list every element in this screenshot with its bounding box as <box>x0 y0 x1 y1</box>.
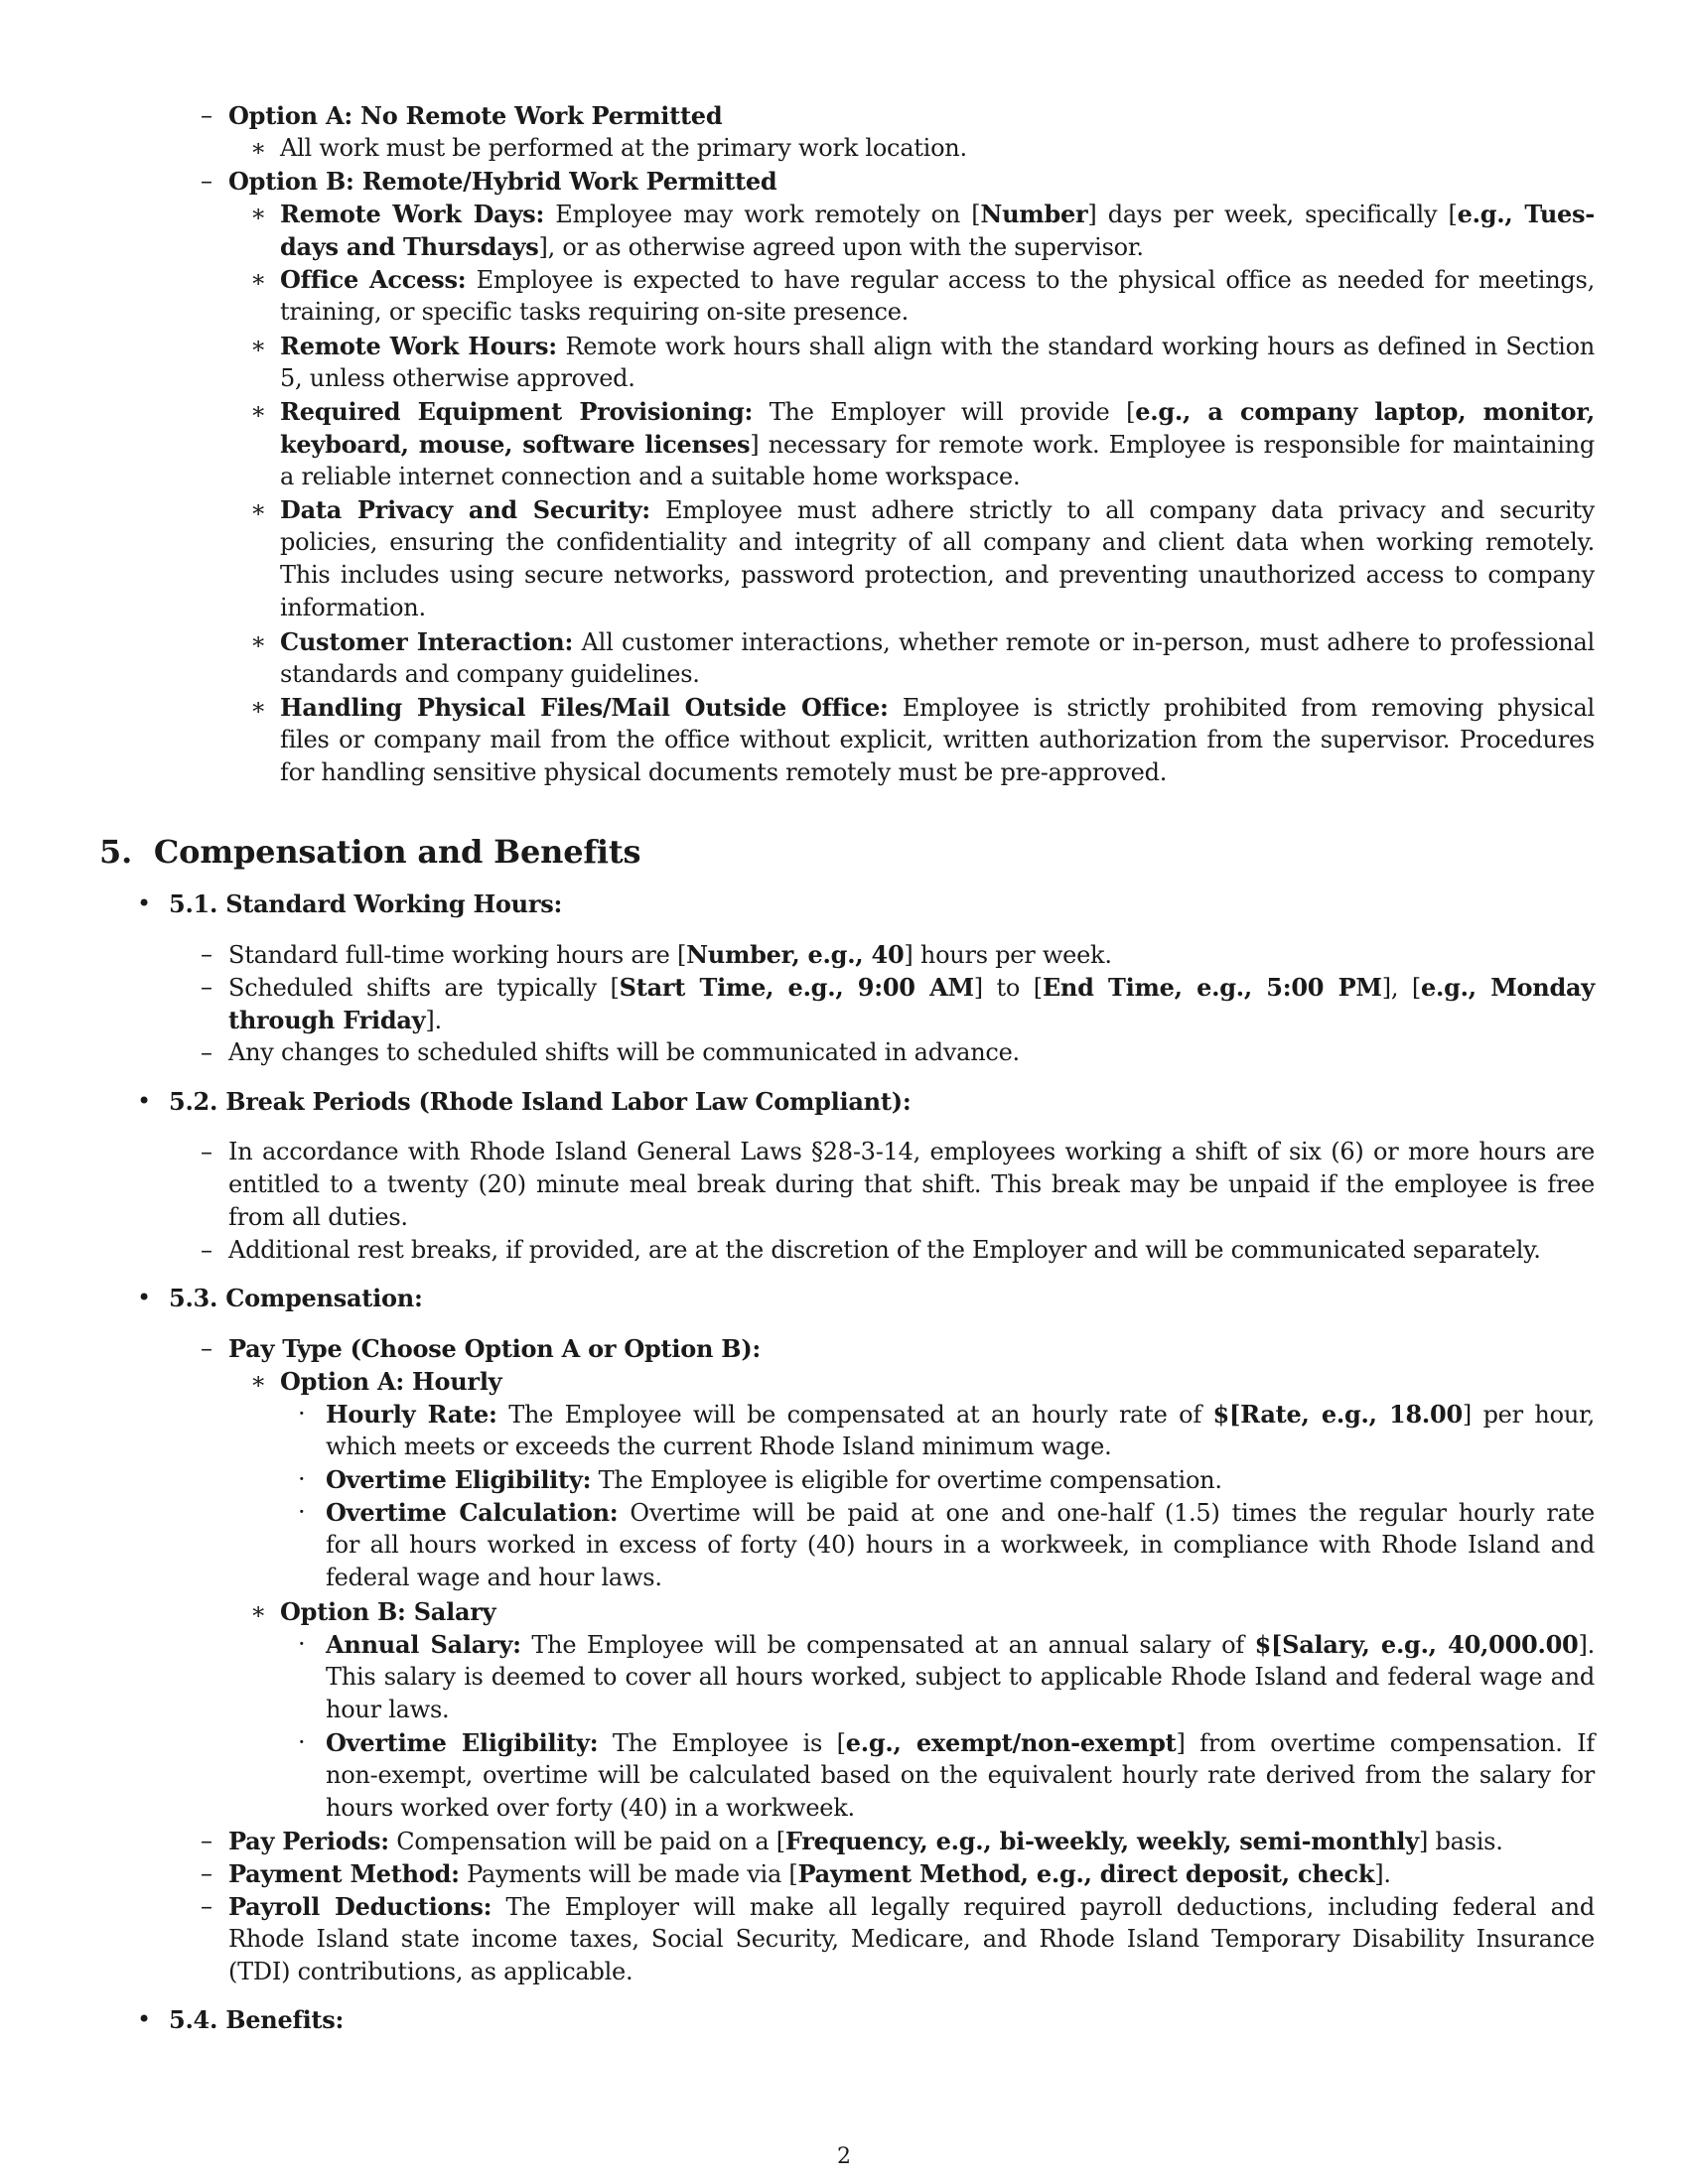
dash-marker: – <box>201 1827 212 1854</box>
bullet-marker: • <box>137 2005 152 2033</box>
files-item <box>280 691 1595 725</box>
payment-method-text: Payments will be made via [ <box>459 1860 798 1888</box>
overtime-calculation-cont: for all hours worked in excess of forty (40) hours in a workweek, in compliance with Rhode Island and <box>326 1531 1595 1559</box>
dash-marker: – <box>201 1138 212 1165</box>
star-marker: ∗ <box>250 134 267 162</box>
dot-marker: · <box>298 1630 306 1658</box>
shifts-placeholder: through Friday <box>228 1006 426 1034</box>
annual-salary-text: The Employee will be compensated at an annual salary of <box>520 1631 1255 1659</box>
option-a-text: All work must be performed at the primary work location. <box>280 134 967 162</box>
payroll-deductions-item <box>228 1890 1595 1924</box>
pay-periods-text: ] basis. <box>1419 1828 1503 1855</box>
equipment-text: ] necessary for remote work. Employee is responsible for maintaining <box>750 431 1596 459</box>
equipment-placeholder: e.g., a company laptop, monitor, <box>1135 397 1595 426</box>
customer-label: Customer Interaction: <box>280 627 574 656</box>
star-marker: ∗ <box>250 495 267 523</box>
meal-break-cont: from all duties. <box>228 1203 408 1231</box>
customer-text: All customer interactions, whether remote or in-person, must adhere to professional <box>573 628 1595 656</box>
option-a-title: Option A: No Remote Work Permitted <box>228 101 723 130</box>
option-b-salary-title: Option B: Salary <box>280 1597 496 1626</box>
shifts-text: ]. <box>425 1007 442 1034</box>
equipment-placeholder: keyboard, mouse, software licenses <box>280 430 751 459</box>
annual-salary-cont: This salary is deemed to cover all hours worked, subject to applicable Rhode Island and federal wage and <box>326 1663 1595 1691</box>
salary-overtime-text: The Employee is [ <box>598 1729 846 1757</box>
remote-days-item <box>280 198 1595 231</box>
privacy-text: Employee must adhere strictly to all company data privacy and security <box>649 496 1595 524</box>
dot-marker: · <box>298 1728 306 1756</box>
dot-marker: · <box>298 1400 306 1428</box>
section-number: 5. <box>99 833 133 871</box>
files-text: Employee is strictly prohibited from removing physical <box>888 694 1595 722</box>
star-marker: ∗ <box>250 265 267 293</box>
payroll-deductions-cont: Rhode Island state income taxes, Social Security, Medicare, and Rhode Island Temporary Disability Insurance <box>228 1925 1595 1953</box>
payment-method-placeholder: Payment Method, e.g., direct deposit, check <box>797 1859 1375 1888</box>
overtime-eligibility-item <box>326 1463 1222 1497</box>
star-marker: ∗ <box>250 200 267 227</box>
dash-marker: – <box>201 1236 212 1264</box>
remote-days-text: ] days per week, specifically [ <box>1087 201 1458 228</box>
remote-hours-cont: 5, unless otherwise approved. <box>280 364 635 392</box>
shifts-cont <box>228 1004 442 1037</box>
equipment-cont <box>280 428 1595 462</box>
hourly-rate-item <box>326 1398 1595 1432</box>
hours-text: ] hours per week. <box>904 941 1112 969</box>
privacy-cont: policies, ensuring the confidentiality and integrity of all company and client data when working remotely. <box>280 528 1595 556</box>
hours-line-1 <box>228 938 1112 972</box>
privacy-cont: information. <box>280 594 426 621</box>
shifts-placeholder: Start Time, e.g., 9:00 AM <box>619 973 974 1002</box>
star-marker: ∗ <box>250 693 267 721</box>
shifts-text: Scheduled shifts are typically [ <box>228 974 620 1002</box>
pay-periods-placeholder: Frequency, e.g., bi-weekly, weekly, semi-monthly <box>784 1827 1419 1855</box>
equipment-label: Required Equipment Provisioning: <box>280 397 754 426</box>
office-access-label: Office Access: <box>280 265 467 294</box>
meal-break-line: In accordance with Rhode Island General Laws §28-3-14, employees working a shift of six (6) or more hours are <box>228 1138 1595 1165</box>
subsection-5-2-title: 5.2. Break Periods (Rhode Island Labor Law Compliant): <box>169 1087 912 1116</box>
files-cont: files or company mail from the office without explicit, written authorization from the supervisor. Procedures <box>280 726 1595 753</box>
pay-type-title: Pay Type (Choose Option A or Option B): <box>228 1334 762 1363</box>
privacy-item <box>280 493 1595 527</box>
remote-days-label: Remote Work Days: <box>280 200 545 228</box>
payment-method-text: ]. <box>1374 1860 1391 1888</box>
overtime-calculation-cont: federal wage and hour laws. <box>326 1564 662 1591</box>
payment-method-item <box>228 1857 1391 1891</box>
shifts-text: ], [ <box>1381 974 1421 1002</box>
privacy-label: Data Privacy and Security: <box>280 495 650 524</box>
hourly-rate-label: Hourly Rate: <box>326 1400 497 1429</box>
hourly-rate-cont: which meets or exceeds the current Rhode Island minimum wage. <box>326 1433 1112 1460</box>
dash-marker: – <box>201 940 212 968</box>
overtime-eligibility-label: Overtime Eligibility: <box>326 1465 592 1494</box>
annual-salary-label: Annual Salary: <box>326 1630 521 1659</box>
rest-breaks-line: Additional rest breaks, if provided, are at the discretion of the Employer and will be communicated separately. <box>228 1236 1541 1264</box>
dash-marker: – <box>201 973 212 1001</box>
subsection-5-3-title: 5.3. Compensation: <box>169 1284 423 1312</box>
payroll-deductions-text: The Employer will make all legally required payroll deductions, including federal and <box>492 1893 1595 1921</box>
salary-overtime-item <box>326 1726 1595 1760</box>
dash-marker: – <box>201 1892 212 1920</box>
customer-cont: standards and company guidelines. <box>280 660 700 688</box>
hourly-rate-text: ] per hour, <box>1462 1401 1595 1429</box>
overtime-eligibility-text: The Employee is eligible for overtime compensation. <box>591 1466 1222 1494</box>
hours-placeholder: Number, e.g., 40 <box>686 940 905 969</box>
dash-marker: – <box>201 101 212 129</box>
annual-salary-placeholder: $[Salary, e.g., 40,000.00 <box>1254 1630 1579 1659</box>
remote-days-cont <box>280 230 1144 264</box>
dash-marker: – <box>201 167 212 195</box>
remote-days-placeholder: Number <box>980 200 1088 228</box>
files-cont: for handling sensitive physical documents remotely must be pre-approved. <box>280 758 1168 786</box>
payment-method-label: Payment Method: <box>228 1859 460 1888</box>
option-b-title: Option B: Remote/Hybrid Work Permitted <box>228 167 777 196</box>
dash-marker: – <box>201 1859 212 1887</box>
remote-days-placeholder: e.g., Tues- <box>1457 200 1596 228</box>
shifts-line <box>228 971 1595 1005</box>
hours-text: Standard full-time working hours are [ <box>228 941 687 969</box>
files-label: Handling Physical Files/Mail Outside Office: <box>280 693 889 722</box>
star-marker: ∗ <box>250 332 267 359</box>
dash-marker: – <box>201 1038 212 1066</box>
remote-hours-label: Remote Work Hours: <box>280 332 557 360</box>
section-5-heading <box>99 832 640 872</box>
annual-salary-item <box>326 1628 1595 1662</box>
equipment-text: The Employer will provide [ <box>753 398 1136 426</box>
equipment-cont: a reliable internet connection and a suitable home workspace. <box>280 463 1021 490</box>
shifts-text: ] to [ <box>973 974 1043 1002</box>
overtime-calculation-item <box>326 1496 1595 1530</box>
option-a-hourly-title: Option A: Hourly <box>280 1367 502 1396</box>
section-title: Compensation and Benefits <box>153 833 641 871</box>
star-marker: ∗ <box>250 627 267 655</box>
star-marker: ∗ <box>250 1597 267 1625</box>
dot-marker: · <box>298 1465 306 1493</box>
salary-overtime-text: ] from overtime compensation. If <box>1176 1729 1596 1757</box>
pay-periods-label: Pay Periods: <box>228 1827 389 1855</box>
page-number: 2 <box>837 2144 851 2169</box>
overtime-calculation-label: Overtime Calculation: <box>326 1498 619 1527</box>
payroll-deductions-cont: (TDI) contributions, as applicable. <box>228 1958 633 1985</box>
dash-marker: – <box>201 1334 212 1362</box>
remote-hours-item <box>280 330 1595 363</box>
star-marker: ∗ <box>250 397 267 425</box>
dot-marker: · <box>298 1498 306 1526</box>
salary-overtime-cont: hours worked over forty (40) in a workweek. <box>326 1794 855 1822</box>
overtime-calculation-text: Overtime will be paid at one and one-half (1.5) times the regular hourly rate <box>618 1499 1595 1527</box>
customer-item <box>280 625 1595 659</box>
shifts-placeholder: End Time, e.g., 5:00 PM <box>1042 973 1382 1002</box>
hourly-rate-placeholder: $[Rate, e.g., 18.00 <box>1212 1400 1463 1429</box>
shift-changes-line: Any changes to scheduled shifts will be communicated in advance. <box>228 1038 1020 1066</box>
bullet-marker: • <box>137 1087 152 1115</box>
annual-salary-cont: hour laws. <box>326 1696 450 1723</box>
pay-periods-item <box>228 1825 1503 1858</box>
payroll-deductions-label: Payroll Deductions: <box>228 1892 492 1921</box>
office-access-item <box>280 263 1595 297</box>
bullet-marker: • <box>137 889 152 917</box>
meal-break-cont: entitled to a twenty (20) minute meal break during that shift. This break may be unpaid if the employee is free <box>228 1170 1595 1198</box>
remote-hours-text: Remote work hours shall align with the standard working hours as defined in Section <box>556 333 1595 360</box>
salary-overtime-label: Overtime Eligibility: <box>326 1728 599 1757</box>
subsection-5-4-title: 5.4. Benefits: <box>169 2005 345 2034</box>
remote-days-text: ], or as otherwise agreed upon with the supervisor. <box>538 233 1144 261</box>
office-access-text: Employee is expected to have regular access to the physical office as needed for meetings, <box>466 266 1595 294</box>
shifts-placeholder: e.g., Monday <box>1420 973 1595 1002</box>
annual-salary-text: ]. <box>1578 1631 1595 1659</box>
equipment-item <box>280 395 1595 429</box>
star-marker: ∗ <box>250 1367 267 1395</box>
remote-days-placeholder: days and Thursdays <box>280 232 539 261</box>
salary-overtime-cont: non-exempt, overtime will be calculated based on the equivalent hourly rate derived from the salary for <box>326 1761 1595 1789</box>
remote-days-text: Employee may work remotely on [ <box>544 201 981 228</box>
office-access-cont: training, or specific tasks requiring on-site presence. <box>280 298 910 326</box>
pay-periods-text: Compensation will be paid on a [ <box>388 1828 785 1855</box>
salary-overtime-placeholder: e.g., exempt/non-exempt <box>845 1728 1177 1757</box>
bullet-marker: • <box>137 1284 152 1311</box>
subsection-5-1-title: 5.1. Standard Working Hours: <box>169 889 563 918</box>
hourly-rate-text: The Employee will be compensated at an hourly rate of <box>496 1401 1213 1429</box>
privacy-cont: This includes using secure networks, password protection, and preventing unauthorized access to company <box>280 561 1595 589</box>
